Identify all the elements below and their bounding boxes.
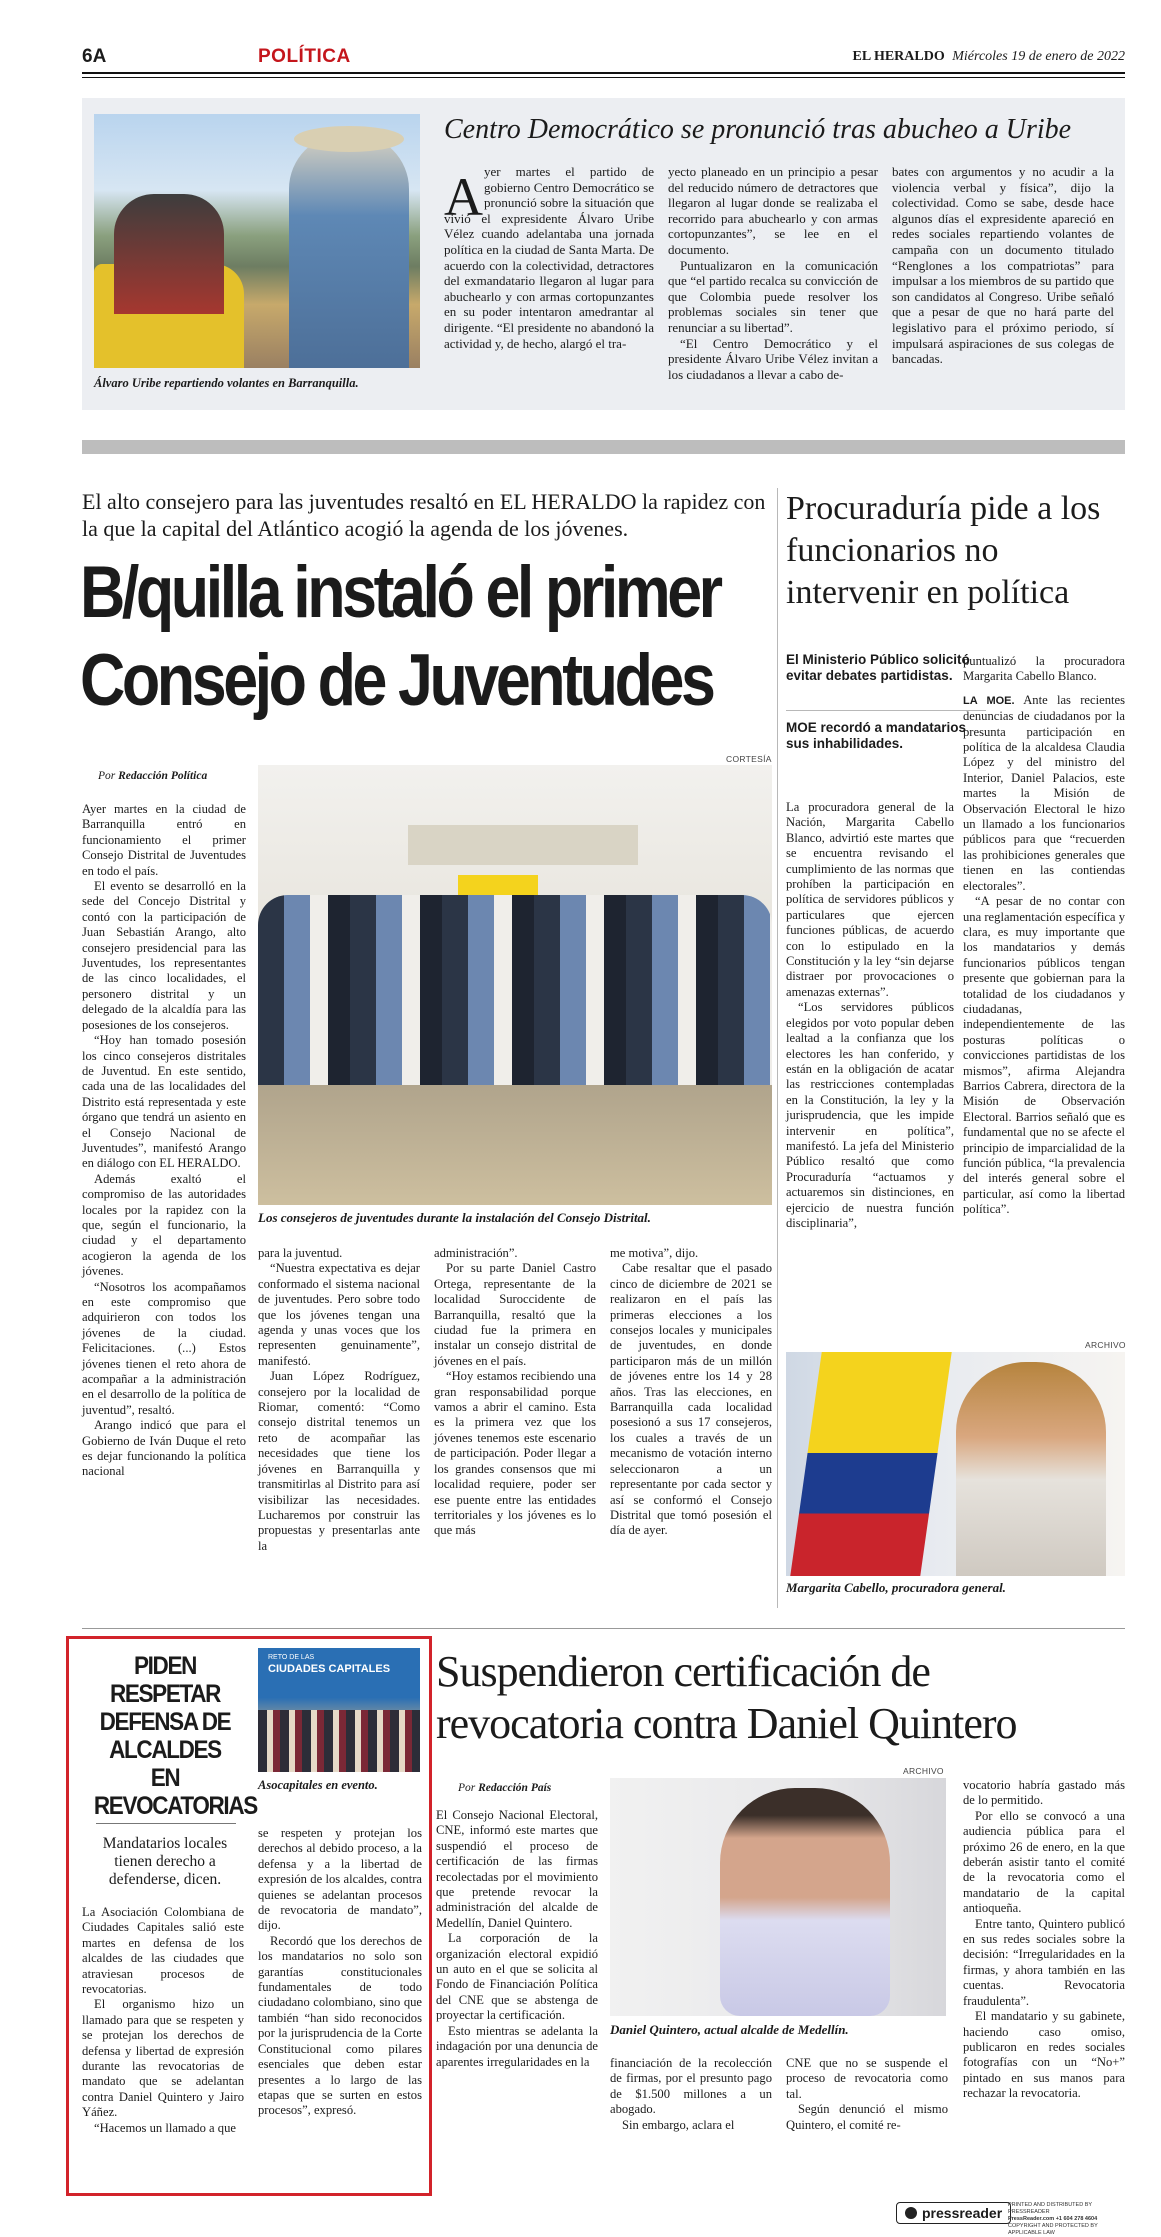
top-story-col2: yecto planeado en un principio a pesar del reducido número de detractores que llegaron al lugar donde se realizaba el recorrido para abuchearlo y con armas cortopunzantes”, se lee en el documento. Puntualizaron en la comunicación que “el partido recalca su convicción de que Colombia puede resolver los problemas sociales sin tener que renunciar a su libertad”. “El Centro Democrático y el presidente Álvaro Uribe Vélez invitan a los ciudadanos a llevar a cabo de- xyxy=(668,164,878,382)
hat-shape xyxy=(294,126,404,152)
box-headline-rule xyxy=(96,1823,236,1824)
right-story-headline: Procuraduría pide a los funcionarios no intervenir en política xyxy=(786,490,1101,611)
main-story-headline-1: B/quilla instaló el primer xyxy=(80,552,720,633)
box-story-col1: La Asociación Colombiana de Ciudades Capitales salió este martes en defensa de los alcaldes de las ciudades que atraviesan procesos de revocatorias. El organismo hizo un llamado para que se respeten y se protejan los derechos de defensa y libertad de expresión durante las revocatorias de mandato que se adelantan contra Daniel Quintero y Jairo Yáñez. “Hacemos un llamado a que xyxy=(82,1905,244,2135)
event-people xyxy=(258,1710,420,1772)
youth-council-photo xyxy=(258,765,772,1205)
cabello-photo-credit: ARCHIVO xyxy=(1085,1340,1126,1350)
right-story-col2: puntualizó la procuradora Margarita Cabello Blanco. LA MOE. Ante las recientes denuncias de ciudadanos por la presunta participación en política de la alcaldesa Claudia López y del ministro del Interior, Daniel Palacios, este martes la Misión de Observación Electoral le hizo un llamado a los funcionarios públicos para que “recuerden las prohibiciones generales que tienen en las contiendas electorales”. “A pesar de no contar con una reglamentación específica y clara, es muy importante que los mandatarios y demás funcionarios públicos tengan presente que gobiernan para la totalidad de los ciudadanos y ciudadanas, independientemente de las posturas políticas o convicciones partidistas de los mismos”, afirma Alejandra Barrios Cabrera, directora de la Misión de Observación Electoral. Barrios señaló que es fundamental que no se afecte el principio de imparcialidad de la función pública, “la prevalencia del interés general sobre el particular, así como la libertad política”. xyxy=(963,654,1125,1217)
right-story-col1: La procuradora general de la Nación, Margarita Cabello Blanco, advirtió este martes que se encuentra revisando el cumplimiento de las normas que prohíben la participación en política de servidores públicos y particulares que ejercen funciones públicas, de acuerdo con lo estipulado en la Constitución y la ley “sin dejarse distraer por provocaciones o amenazas externas”. “Los servidores públicos elegidos por voto popular deben lealtad a la confianza que los electores les han conferido, y están en la obligación de acatar las restricciones contempladas en la Constitución, la ley y la jurisprudencia, que les impide intervenir en política”, manifestó. La jefa del Ministerio Público resaltó que como Procuraduría “actuamos y actuaremos sin distinciones, en ejercicio de nuestra función disciplinaria”, xyxy=(786,800,954,1230)
quintero-story-col1: El Consejo Nacional Electoral, CNE, informó este martes que suspendió el proceso de certificación de las firmas recolectadas por el movimiento que pretende revocar la administración del alcalde de Medellín, Daniel Quintero. La corporación de la organización electoral expidió un auto en el que se solicita al Fondo de Financiación Política del CNE que se abstenga de proyectar la certificación. Esto mientras se adelanta la indagación por una denuncia de aparentes irregularidades en la xyxy=(436,1808,598,2069)
main-story-col2: para la juventud. “Nuestra expectativa es dejar conformado el sistema nacional de juventudes. Pero sobre todo que los jóvenes tengan una agenda y unas voces que los representen genuinamente”, manifestó. Juan López Rodríguez, consejero por la localidad de Riomar, comentó: “Como consejo distrital tenemos un reto de acompañar las necesidades que tiene los jóvenes en Barranquilla y transmitirlas al Distrito para así visibilizar las necesidades. Lucharemos por construir las propuestas y presentarlas ante la xyxy=(258,1246,420,1553)
quintero-photo-credit: ARCHIVO xyxy=(903,1766,944,1776)
right-story-sub2: MOE recordó a mandatarios sus inhabilidades. xyxy=(786,720,967,751)
quintero-story-col3: CNE que no se suspende el proceso de revocatoria como tal. Según denunció el mismo Quintero, el comité re- xyxy=(786,2056,948,2132)
top-story-headline: Centro Democrático se pronunció tras abucheo a Uribe xyxy=(444,114,1072,145)
people-group xyxy=(258,895,772,1085)
crowd-shape xyxy=(114,194,224,314)
box-story-headline: PIDEN RESPETAR DEFENSA DE ALCALDES EN REVOCATORIAS xyxy=(93,1652,257,1820)
moe-lead: LA MOE. xyxy=(963,694,1015,707)
quintero-story-headline: Suspendieron certificación de revocatoria contra Daniel Quintero xyxy=(436,1647,1017,1748)
main-story-kicker: El alto consejero para las juventudes resaltó en EL HERALDO la rapidez con la que la capital del Atlántico acogió la agenda de los jóvenes. xyxy=(82,489,766,541)
main-story-col1: Ayer martes en la ciudad de Barranquilla entró en funcionamiento el primer Consejo Distrital de Juventudes en todo el país. El evento se desarrolló en la sede del Concejo Distrital y contó con la participación de Juan Sebastián Arango, alto consejero presidencial para las Juventudes, los representantes de las cinco localidades, el personero distrital y un delegado de la alcaldía para las posesiones de los consejeros. “Hoy han tomado posesión los cinco consejeros distritales de Juventud. En este sentido, cada una de las localidades del Distrito está representada y este órgano que tendrá un asiento en el Consejo Nacional de Juventudes”, manifestó Arango en diálogo con EL HERALDO. Además exaltó el compromiso de las autoridades locales por la rapidez con la que, según el funcionario, la ciudad y el departamento acogieron la agenda de los jóvenes. “Nosotros los acompañamos en este compromiso que adquirieron con todos los jóvenes de la ciudad. Felicitaciones. (...) Estos jóvenes tienen el reto ahora de acompañar a la administración en el desarrollo de la política de juventud”, resaltó. Arango indicó que para el Gobierno de Iván Duque el reto es dejar funcionando la política nacional xyxy=(82,802,246,1479)
man-shape xyxy=(720,1788,890,2016)
top-story-col3: bates con argumentos y no acudir a la violencia verbal y física”, dijo la colectividad. Como se sabe, desde hace algunos días el expresidente apareció en redes sociales repartiendo volantes de campaña con un documento titulado “Renglones a los compatriotas” para impulsar a los miembros de su partido que son candidatos al Congreso. Uribe señaló que a pesar de que no hará parte del legislativo para el próximo periodo, sí impulsará aspiraciones de sus colegas de bancadas. xyxy=(892,164,1114,367)
main-story-byline: Por Redacción Política xyxy=(98,770,208,782)
top-story-col1: yer martes el partido de gobierno Centro Democrático se pronunció sobre la situación que vivió el expresidente Álvaro Uribe Vélez cuando adelantaba una jornada política en la ciudad de Santa Marta. De acuerdo con la colectividad, detractores del exmandatario llegaron al lugar para abuchearlo y con armas cortopunzantes en su poder intentaron amedrantar al dirigente. “El presidente no abandonó la actividad y, de hecho, alargó el tra- xyxy=(444,164,654,351)
box-story-subhead: Mandatarios locales tienen derecho a defenderse, dicen. xyxy=(102,1835,228,1888)
banner-top-text: RETO DE LAS xyxy=(268,1654,315,1661)
quintero-photo-caption: Daniel Quintero, actual alcalde de Medellín. xyxy=(610,2022,849,2037)
person-shape xyxy=(289,134,409,368)
lower-section-rule xyxy=(82,1628,1125,1629)
masthead-date xyxy=(853,49,1125,65)
main-story-headline-2: Consejo de Juventudes xyxy=(80,640,713,721)
section-divider-bar xyxy=(82,440,1125,454)
column-divider xyxy=(777,488,778,1608)
pressreader-notice: PRINTED AND DISTRIBUTED BY PRESSREADER PressReader.com +1 604 278 4604 COPYRIGHT AND PROTECTED BY APPLICABLE LAW xyxy=(1008,2202,1098,2236)
header-rule xyxy=(82,72,1125,74)
pressreader-logo xyxy=(896,2202,1011,2224)
main-photo-credit: CORTESÍA xyxy=(726,754,772,764)
cabello-photo-caption: Margarita Cabello, procuradora general. xyxy=(786,1580,1006,1595)
banner-main-text: CIUDADES CAPITALES xyxy=(268,1663,391,1675)
quintero-story-col2: financiación de la recolección de firmas, por el presunto pago de $1.500 millones a un abogado. Sin embargo, aclara el xyxy=(610,2056,772,2132)
cabello-photo xyxy=(786,1352,1125,1576)
uribe-photo-caption: Álvaro Uribe repartiendo volantes en Barranquilla. xyxy=(94,376,359,390)
flag-shape-2 xyxy=(790,1352,951,1576)
page-number: 6A xyxy=(82,46,107,67)
issue-date: Miércoles 19 de enero de 2022 xyxy=(952,49,1125,64)
uribe-photo xyxy=(94,114,420,368)
pressreader-icon xyxy=(905,2207,917,2219)
header-rule-thin xyxy=(82,77,1125,78)
drop-cap: A xyxy=(444,167,483,227)
main-story-col3: administración”. Por su parte Daniel Castro Ortega, representante de la localidad Suroccidente de Barranquilla, resaltó que la ciudad fue la primera en instalar un consejo distrital de jóvenes en el país. “Hoy estamos recibiendo una gran responsabilidad porque vamos a abrir el camino. Esta es la primera vez que los jóvenes tenemos este escenario de participación. Poder llegar a los grandes consensos que mi localidad requiere, poder ser ese puente entre las entidades territoriales y los jóvenes es lo que más xyxy=(434,1246,596,1538)
main-story-col4: me motiva”, dijo. Cabe resaltar que el pasado cinco de diciembre de 2021 se realizaron en el país las primeras elecciones a los consejos locales y municipales de juventudes, en donde participaron más de un millón de jóvenes entre los 14 y 28 años. Tras las elecciones, en Barranquilla cada localidad posesionó a sus 17 consejeros, los cuales a través de un mecanismo de votación interno seleccionaron a un representante por cada sector y así se conformó el Consejo Distrital que tomó posesión el día de ayer. xyxy=(610,1246,772,1538)
quintero-photo xyxy=(610,1778,946,2016)
youth-council-caption: Los consejeros de juventudes durante la instalación del Consejo Distrital. xyxy=(258,1210,651,1225)
quintero-story-col4: vocatorio habría gastado más de lo permitido. Por ello se convocó a una audiencia pública para el próximo 26 de enero, en la que deberán asistir tanto el comité de la revocatoria como el mandatario de la capital antioqueña. Entre tanto, Quintero publicó en sus redes sociales sobre la decisión: “Irregularidades en la firmas, y ahora también en las cuentas. Revocatoria fraudulenta”. El mandatario y su gabinete, haciendo caso omiso, publicaron en redes sociales fotografías con un “No+” pintado en sus manos para rechazar la revocatoria. xyxy=(963,1778,1125,2101)
section-label: POLÍTICA xyxy=(258,46,351,67)
pressreader-brand: pressreader xyxy=(922,2205,1003,2221)
wall-sign xyxy=(408,825,638,865)
paper-name: EL HERALDO xyxy=(852,49,945,64)
woman-shape xyxy=(956,1362,1106,1576)
floor-shape xyxy=(258,1085,772,1205)
quintero-story-byline: Por Redacción País xyxy=(458,1782,552,1794)
box-story-col2: se respeten y protejan los derechos al debido proceso, a la defensa y a la libertad de expresión de los alcaldes, contra quienes se adelantan procesos de revocatoria de mandato”, dijo. Recordó que los derechos de los mandatarios no solo son garantías constitucionales fundamentales de todo ciudadano colombiano, sino que también “han sido reconocidos por la jurisprudencia de la Corte Constitucional como pilares esenciales que deben estar presentes a lo largo de las etapas que se surten en estos procesos”, expresó. xyxy=(258,1826,422,2118)
sub-divider xyxy=(786,710,986,711)
right-story-sub1: El Ministerio Público solicitó evitar debates partidistas. xyxy=(786,652,970,683)
asocapitales-caption: Asocapitales en evento. xyxy=(258,1778,378,1792)
asocapitales-photo xyxy=(258,1648,420,1772)
